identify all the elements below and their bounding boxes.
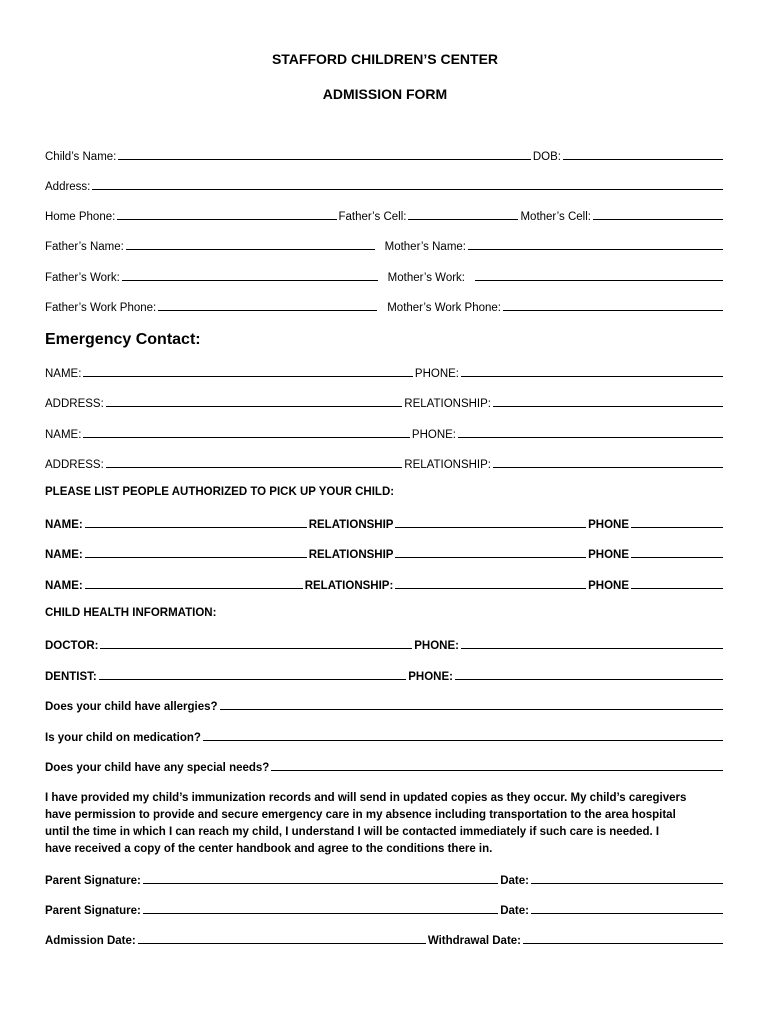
emergency-phone-label-2: PHONE: [411,429,456,441]
fathers-cell-label: Father’s Cell: [338,211,407,223]
emergency-address-row-1 [45,395,725,411]
pickup-relationship-field[interactable] [395,516,586,528]
emergency-relationship-label-2: RELATIONSHIP: [404,459,491,471]
emergency-address-field-2[interactable] [106,456,403,468]
medication-field[interactable] [203,729,723,741]
doctor-phone-field[interactable] [461,637,723,649]
allergies-label: Does your child have allergies? [45,701,218,713]
emergency-relationship-field-2[interactable] [493,456,723,468]
dentist-phone-label: PHONE: [408,671,453,683]
pickup-phone-label: PHONE [588,580,629,592]
emergency-name-row-1 [45,365,725,381]
dentist-label: DENTIST: [45,671,97,683]
mothers-cell-label: Mother’s Cell: [520,211,591,223]
pickup-name-label: NAME: [45,519,83,531]
admission-date-field[interactable] [138,932,426,944]
pickup-name-field[interactable] [85,546,307,558]
home-phone-field[interactable] [117,208,336,220]
child-name-label: Child’s Name: [45,151,117,163]
consent-statement [45,790,725,858]
form-title: STAFFORD CHILDREN’S CENTER [271,51,499,67]
signature-row-1 [45,872,725,888]
address-label: Address: [45,181,91,193]
emergency-relationship-field[interactable] [493,395,723,407]
pickup-row [45,577,725,593]
doctor-row [45,637,725,653]
special-needs-label: Does your child have any special needs? [45,762,270,774]
pickup-phone-field[interactable] [631,546,723,558]
parent-signature-field-2[interactable] [143,902,498,914]
signature-date-field[interactable] [531,872,723,884]
pickup-name-label: NAME: [45,549,83,561]
mothers-work-field[interactable] [475,269,723,281]
pickup-phone-label: PHONE [588,549,629,561]
parent-work-phone-row [45,299,725,315]
consent-line: I have provided my child’s immunization records and will send in updated copies as they occur. My child’s caregivers [45,792,687,804]
child-name-row [45,148,725,164]
child-name-field[interactable] [118,148,531,160]
fathers-work-label: Father’s Work: [45,272,120,284]
pickup-phone-label: PHONE [588,519,629,531]
admission-withdrawal-row [45,932,725,948]
health-heading [45,607,725,623]
emergency-address-label: ADDRESS: [45,398,104,410]
home-phone-label: Home Phone: [45,211,116,223]
doctor-field[interactable] [100,637,412,649]
pickup-relationship-label: RELATIONSHIP [308,549,394,561]
withdrawal-date-label: Withdrawal Date: [427,935,521,947]
withdrawal-date-field[interactable] [523,932,723,944]
parent-work-row [45,269,725,285]
parent-signature-label: Parent Signature: [45,875,141,887]
phones-row [45,208,725,224]
mothers-work-phone-field[interactable] [503,299,723,311]
fathers-work-field[interactable] [122,269,378,281]
pickup-phone-field[interactable] [631,577,723,589]
signature-date-field-2[interactable] [531,902,723,914]
pickup-phone-field[interactable] [631,516,723,528]
dentist-row [45,668,725,684]
emergency-name-label-2: NAME: [45,429,82,441]
emergency-address-field[interactable] [106,395,403,407]
medication-row [45,729,725,745]
mothers-cell-field[interactable] [593,208,723,220]
dob-label: DOB: [532,151,561,163]
pickup-relationship-field[interactable] [395,577,586,589]
emergency-relationship-label: RELATIONSHIP: [404,398,491,410]
parent-names-row [45,238,725,254]
pickup-name-field[interactable] [85,516,307,528]
signature-row-2 [45,902,725,918]
pickup-name-label: NAME: [45,580,83,592]
dob-field[interactable] [563,148,723,160]
emergency-name-label: NAME: [45,368,82,380]
doctor-label: DOCTOR: [45,640,99,652]
pickup-name-field[interactable] [85,577,303,589]
dentist-field[interactable] [99,668,407,680]
fathers-work-phone-field[interactable] [158,299,377,311]
special-needs-row [45,759,725,775]
emergency-address-label-2: ADDRESS: [45,459,104,471]
consent-line: have permission to provide and secure emergency care in my absence including transportation to the area hospital [45,809,676,821]
pickup-relationship-label: RELATIONSHIP [308,519,394,531]
emergency-name-field[interactable] [83,365,412,377]
emergency-name-field-2[interactable] [83,426,409,438]
signature-date-label: Date: [500,875,529,887]
pickup-relationship-label: RELATIONSHIP: [304,580,394,592]
emergency-phone-field[interactable] [461,365,723,377]
allergies-row [45,698,725,714]
health-heading-text: CHILD HEALTH INFORMATION: [45,607,217,619]
admission-date-label: Admission Date: [45,935,136,947]
address-row [45,178,725,194]
emergency-phone-field-2[interactable] [458,426,723,438]
allergies-field[interactable] [220,698,723,710]
fathers-work-phone-label: Father’s Work Phone: [45,302,157,314]
pickup-row [45,516,725,532]
pickup-row [45,546,725,562]
emergency-name-row-2 [45,426,725,442]
consent-line: have received a copy of the center handbook and agree to the conditions there in. [45,843,493,855]
emergency-phone-label: PHONE: [414,368,459,380]
pickup-heading-text: PLEASE LIST PEOPLE AUTHORIZED TO PICK UP YOUR CHILD: [45,486,395,498]
fathers-name-field[interactable] [126,238,375,250]
mothers-name-label: Mother’s Name: [384,241,466,253]
signature-date-label-2: Date: [500,905,529,917]
doctor-phone-label: PHONE: [414,640,459,652]
mothers-work-label: Mother’s Work: [387,272,465,284]
consent-line: until the time in which I can reach my child, I understand I will be contacted immediately if such care is needed. I [45,826,660,838]
form-subtitle: ADMISSION FORM [322,86,448,102]
fathers-name-label: Father’s Name: [45,241,124,253]
dentist-phone-field[interactable] [455,668,723,680]
parent-signature-label-2: Parent Signature: [45,905,141,917]
special-needs-field[interactable] [271,759,723,771]
mothers-name-field[interactable] [468,238,723,250]
fathers-cell-field[interactable] [408,208,518,220]
medication-label: Is your child on medication? [45,732,201,744]
emergency-contact-heading: Emergency Contact: [45,331,201,348]
address-field[interactable] [92,178,723,190]
pickup-heading [45,486,725,502]
pickup-relationship-field[interactable] [395,546,586,558]
mothers-work-phone-label: Mother’s Work Phone: [387,302,501,314]
parent-signature-field[interactable] [143,872,498,884]
emergency-address-row-2 [45,456,725,472]
